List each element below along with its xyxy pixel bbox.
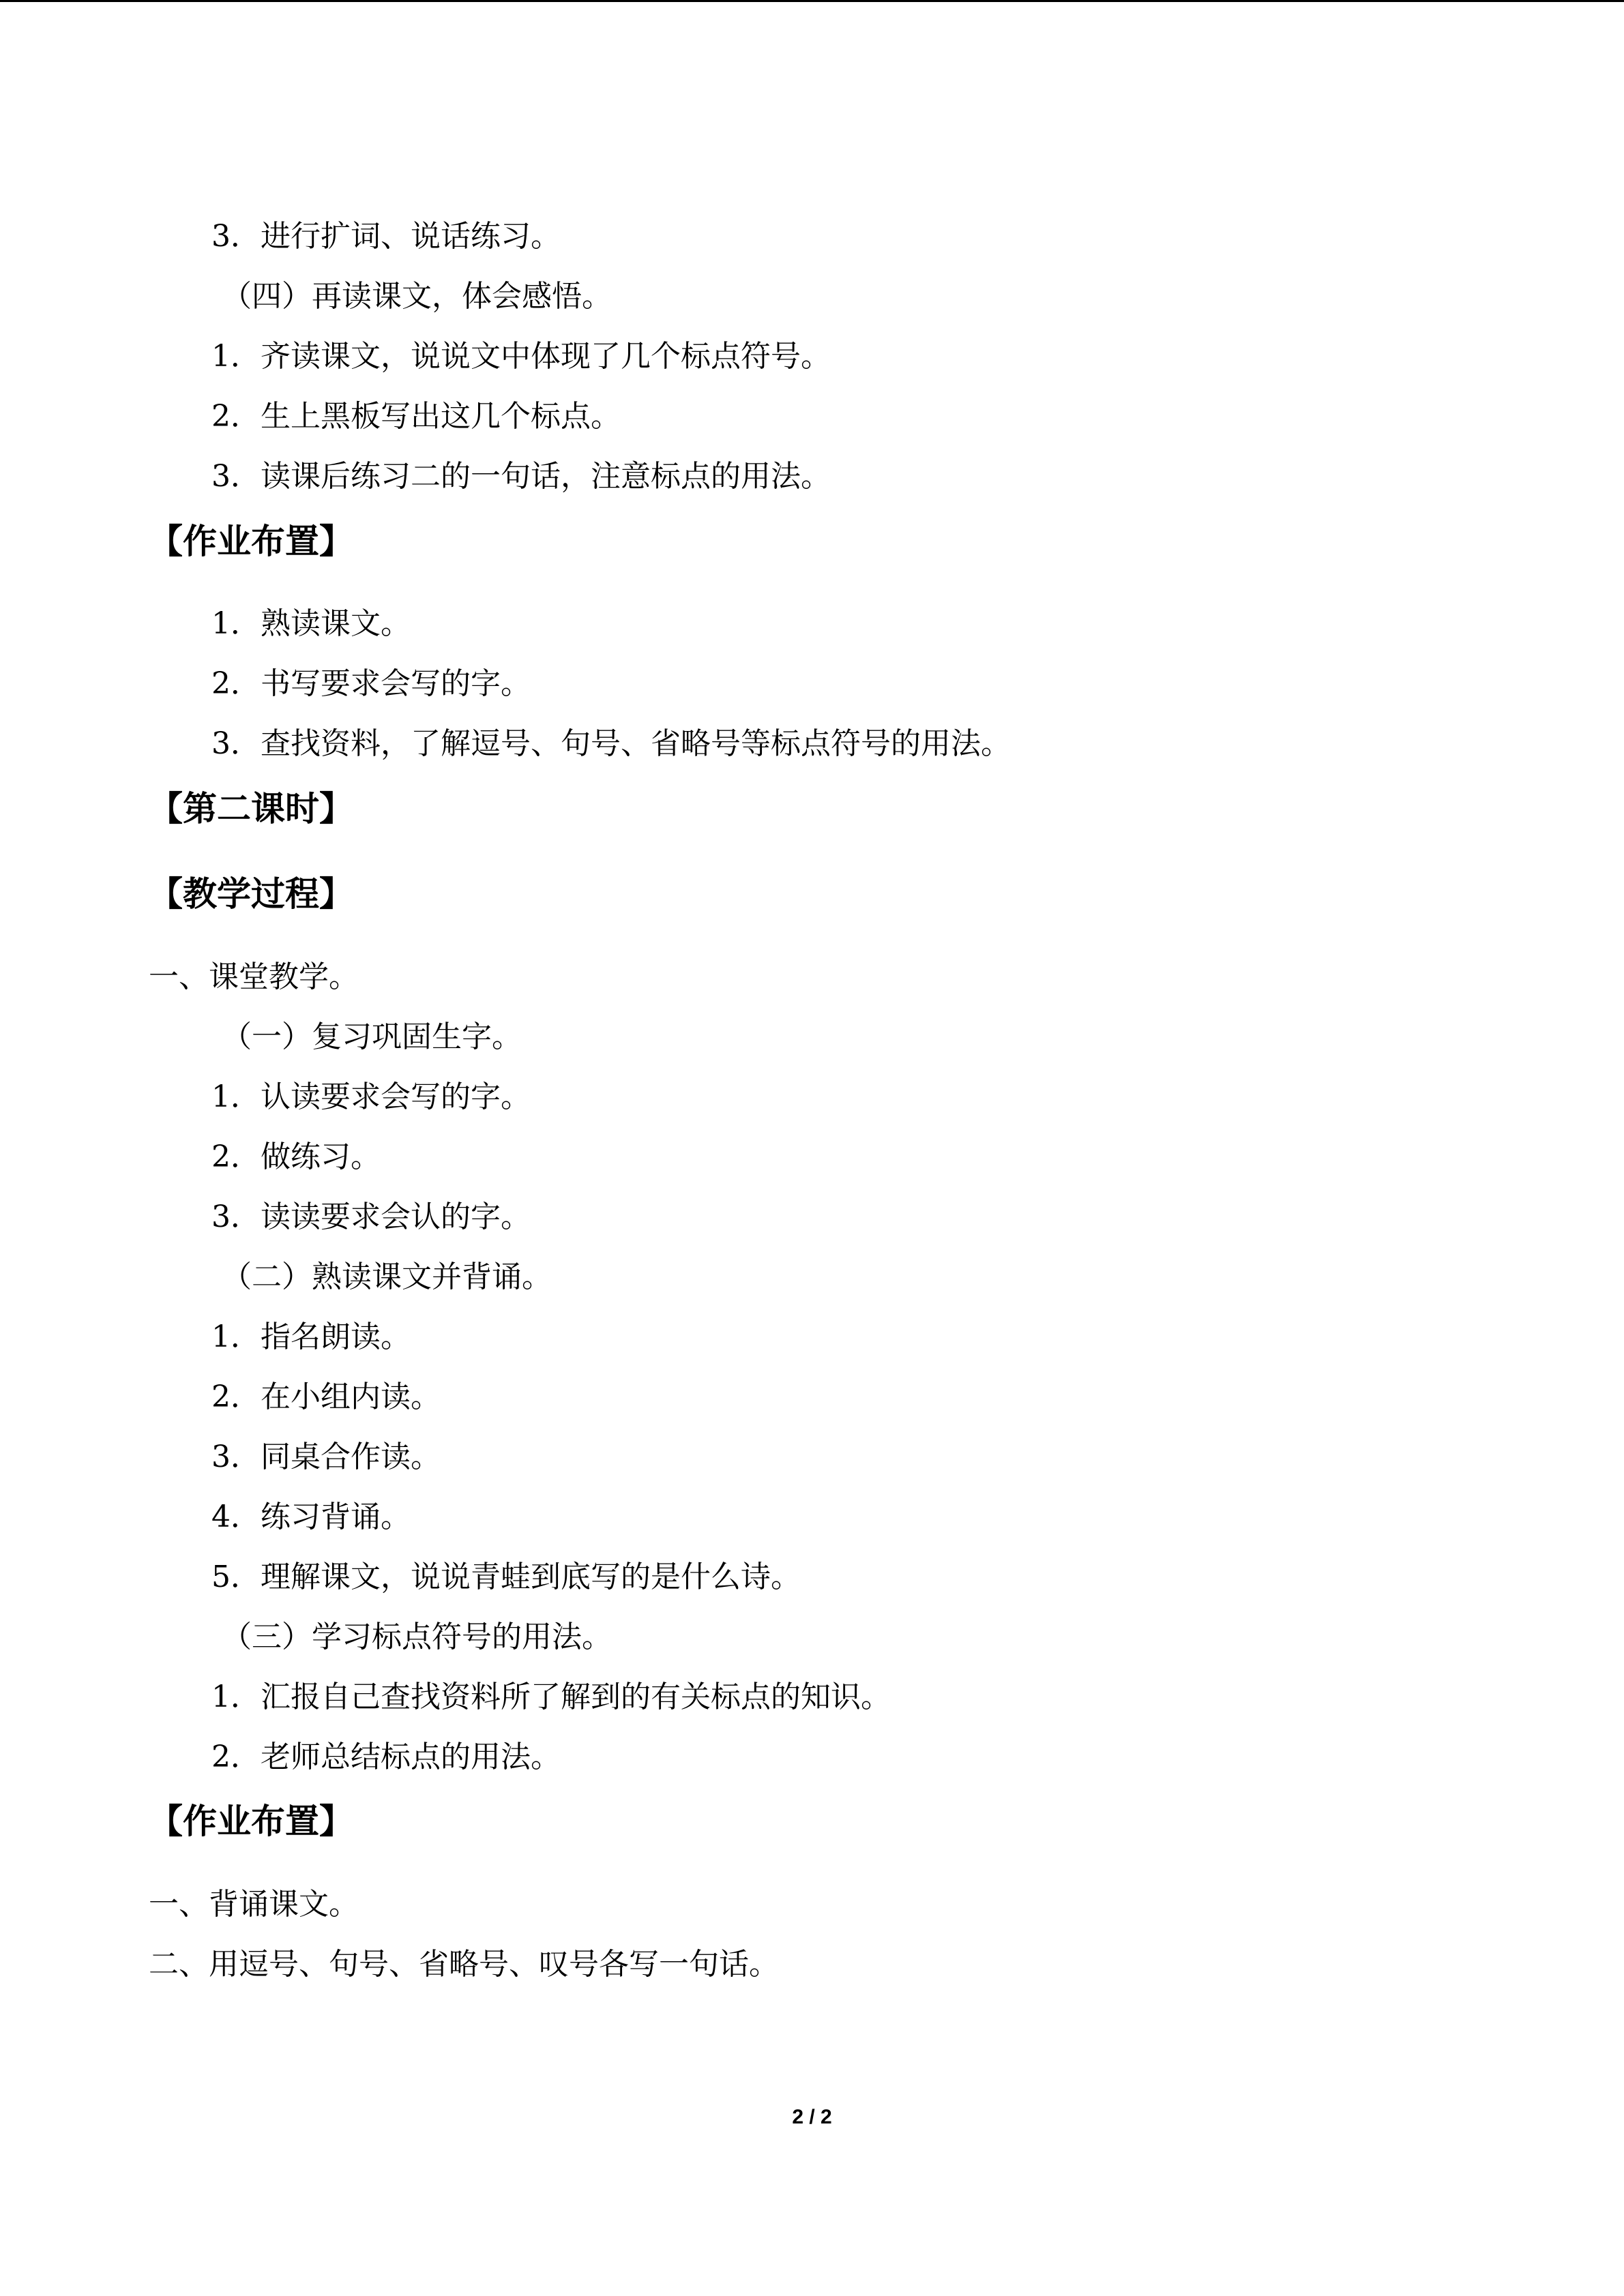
list-item: 3．同桌合作读。 [211,1440,441,1474]
homework-heading-2: 【作业布置】 [149,1802,353,1841]
subsection-read-recite: （二）熟读课文并背诵。 [222,1259,552,1294]
second-lesson-heading: 【第二课时】 [149,789,353,829]
step-read-exercise: 3．读课后练习二的一句话，注意标点的用法。 [211,459,831,494]
subsection-punctuation: （三）学习标点符号的用法。 [222,1620,612,1654]
list-item: 1．指名朗读。 [211,1320,411,1354]
homework-item: 1．熟读课文。 [211,606,411,641]
homework-item: 二、用逗号、句号、省略号、叹号各写一句话。 [149,1947,779,1982]
page-number: 2 / 2 [792,2106,832,2128]
list-item: 2．做练习。 [211,1139,381,1174]
list-item: 4．练习背诵。 [211,1500,411,1534]
list-item: 1．认读要求会写的字。 [211,1079,531,1114]
teaching-process-heading: 【教学过程】 [149,874,353,914]
list-item: 5．理解课文，说说青蛙到底写的是什么诗。 [211,1560,801,1594]
step-read-together: 1．齐读课文，说说文中体现了几个标点符号。 [211,339,831,374]
section-reread-text: （四）再读课文，体会感悟。 [222,279,612,314]
list-item: 1．汇报自己查找资料所了解到的有关标点的知识。 [211,1680,891,1714]
homework-item: 2．书写要求会写的字。 [211,666,531,701]
section-classroom-teaching: 一、课堂教学。 [149,959,359,994]
homework-item: 一、背诵课文。 [149,1887,359,1922]
homework-item: 3．查找资料，了解逗号、句号、省略号等标点符号的用法。 [211,726,1011,761]
subsection-review: （一）复习巩固生字。 [222,1019,522,1054]
list-item: 2．在小组内读。 [211,1380,441,1414]
step-expand-words: 3．进行扩词、说话练习。 [211,219,561,254]
list-item: 2．老师总结标点的用法。 [211,1740,561,1774]
homework-heading-1: 【作业布置】 [149,522,353,561]
list-item: 3．读读要求会认的字。 [211,1199,531,1234]
step-write-on-board: 2．生上黑板写出这几个标点。 [211,399,621,434]
